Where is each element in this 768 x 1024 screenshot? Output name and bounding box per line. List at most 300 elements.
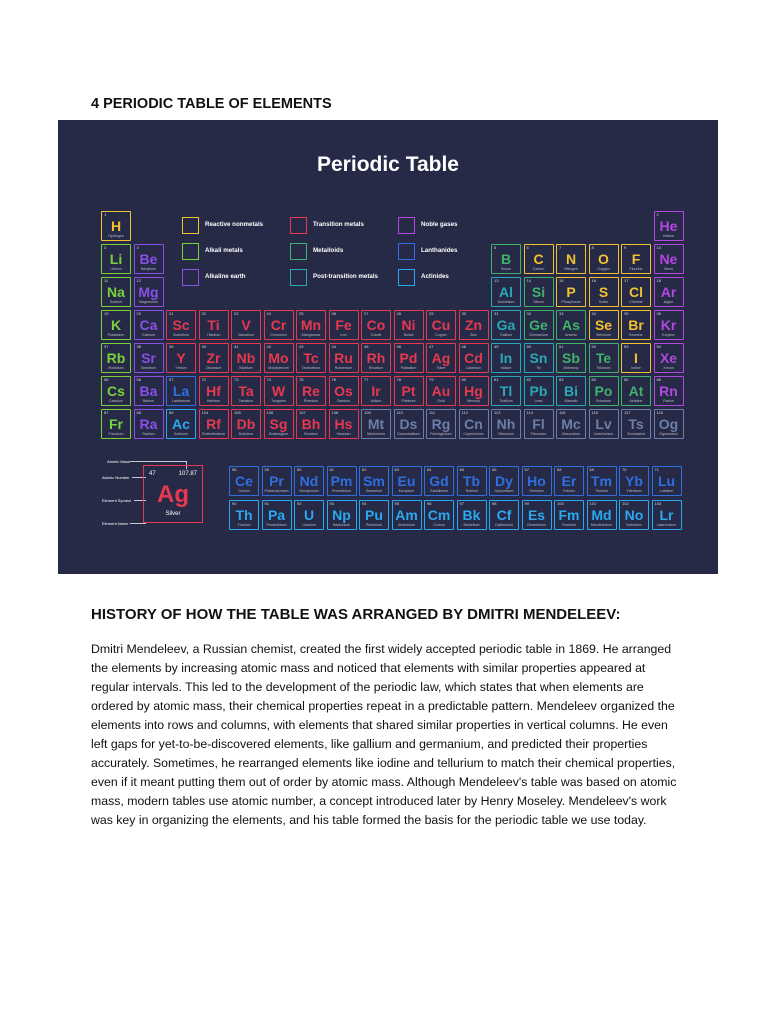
- atomic-number: 99: [524, 501, 529, 506]
- atomic-number: 95: [394, 501, 399, 506]
- element-name: Rubidium: [108, 366, 124, 370]
- element-cell-lv: [589, 409, 619, 439]
- element-symbol: Ti: [207, 317, 220, 333]
- atomic-number: 85: [624, 377, 629, 382]
- element-symbol: Al: [499, 284, 513, 300]
- element-name: Europium: [398, 489, 415, 493]
- atomic-number: 81: [494, 377, 499, 382]
- element-cell-sn: [524, 343, 554, 373]
- atomic-number: 97: [459, 501, 464, 506]
- atomic-number: 118: [656, 410, 663, 415]
- element-cell-fl: [524, 409, 554, 439]
- element-cell-sb: [556, 343, 586, 373]
- element-cell-md: [587, 500, 617, 530]
- element-name: Nitrogen: [564, 267, 578, 271]
- element-cell-bh: [296, 409, 326, 439]
- atomic-number: 82: [526, 377, 531, 382]
- atomic-number: 61: [329, 467, 334, 472]
- atomic-number: 9: [624, 245, 627, 250]
- element-symbol: Nd: [299, 473, 319, 489]
- element-name: Iodine: [631, 366, 641, 370]
- element-name: Caesium: [108, 399, 124, 403]
- element-cell-fe: [329, 310, 359, 340]
- atomic-number: 60: [297, 467, 302, 472]
- element-cell-ru: [329, 343, 359, 373]
- atomic-mass-pointer: [130, 461, 187, 462]
- element-name: Tennessine: [626, 432, 646, 436]
- element-cell-db: [231, 409, 261, 439]
- element-cell-re: [296, 376, 326, 406]
- atomic-number: 6: [526, 245, 529, 250]
- key-symbol: Ag: [157, 481, 189, 508]
- element-cell-rb: [101, 343, 131, 373]
- atomic-number: 33: [559, 311, 564, 316]
- atomic-number: 66: [492, 467, 497, 472]
- element-symbol: Lv: [595, 416, 612, 432]
- element-cell-pd: [394, 343, 424, 373]
- element-symbol: No: [624, 507, 644, 523]
- element-cell-pt: [394, 376, 424, 406]
- atomic-number: 108: [331, 410, 339, 415]
- atomic-number: 64: [427, 467, 432, 472]
- element-symbol: Pm: [330, 473, 353, 489]
- element-cell-cn: [459, 409, 489, 439]
- element-symbol: Ca: [139, 317, 158, 333]
- atomic-number: 69: [589, 467, 594, 472]
- element-symbol: I: [634, 350, 638, 366]
- atomic-number: 91: [264, 501, 269, 506]
- element-cell-rg: [426, 409, 456, 439]
- element-cell-rh: [361, 343, 391, 373]
- atomic-number: 4: [136, 245, 139, 250]
- element-cell-bi: [556, 376, 586, 406]
- atomic-number: 26: [331, 311, 336, 316]
- element-symbol: Yb: [625, 473, 643, 489]
- atomic-number: 18: [656, 278, 661, 283]
- element-symbol: Ge: [529, 317, 548, 333]
- atomic-number: 93: [329, 501, 334, 506]
- legend-label-ng: Noble gases: [421, 221, 458, 228]
- element-cell-cf: [489, 500, 519, 530]
- element-cell-nd: [294, 466, 324, 496]
- legend-swatch-am: [182, 243, 199, 260]
- element-symbol: Rf: [206, 416, 221, 432]
- element-symbol: Nb: [236, 350, 256, 366]
- atomic-number: 42: [266, 344, 271, 349]
- element-symbol: Nh: [496, 416, 516, 432]
- element-symbol: Tc: [303, 350, 319, 366]
- element-symbol: Li: [109, 251, 123, 267]
- element-symbol: Cf: [496, 507, 512, 523]
- legend-swatch-ae: [182, 269, 199, 286]
- element-name: Lithium: [110, 267, 122, 271]
- element-name: Iron: [340, 333, 347, 337]
- element-name: Curium: [433, 523, 445, 527]
- element-cell-co: [361, 310, 391, 340]
- element-symbol: Cm: [427, 507, 451, 523]
- atomic-number: 32: [526, 311, 531, 316]
- atomic-number: 28: [396, 311, 401, 316]
- atomic-number: 74: [266, 377, 271, 382]
- element-symbol: Rh: [366, 350, 386, 366]
- atomic-number: 1: [104, 212, 107, 217]
- element-symbol: Mc: [561, 416, 581, 432]
- element-symbol: Mn: [300, 317, 322, 333]
- element-name: Uranium: [302, 523, 316, 527]
- element-symbol: He: [659, 218, 678, 234]
- element-name: Phosphorus: [561, 300, 581, 304]
- atomic-number: 47: [429, 344, 434, 349]
- element-symbol: K: [110, 317, 122, 333]
- atomic-number: 5: [494, 245, 497, 250]
- element-name: Manganese: [301, 333, 321, 337]
- element-symbol: Bh: [301, 416, 321, 432]
- element-name: Krypton: [662, 333, 675, 337]
- element-name: Thulium: [595, 489, 608, 493]
- element-symbol: Og: [658, 416, 679, 432]
- element-symbol: Fe: [335, 317, 352, 333]
- element-name: Holmium: [529, 489, 544, 493]
- element-symbol: Lr: [659, 507, 674, 523]
- element-symbol: Ne: [659, 251, 678, 267]
- element-symbol: W: [271, 383, 286, 399]
- element-symbol: Fl: [532, 416, 545, 432]
- atomic-number: 116: [591, 410, 598, 415]
- element-name: Vanadium: [238, 333, 254, 337]
- atomic-number: 27: [364, 311, 369, 316]
- element-cell-au: [426, 376, 456, 406]
- element-cell-b: [491, 244, 521, 274]
- element-cell-mn: [296, 310, 326, 340]
- element-name: Copernicium: [463, 432, 484, 436]
- legend-swatch-tm: [290, 217, 307, 234]
- element-symbol: Au: [431, 383, 451, 399]
- element-name: Bohrium: [304, 432, 318, 436]
- element-name: Seaborgium: [268, 432, 289, 436]
- atomic-number: 90: [232, 501, 237, 506]
- legend-label-ae: Alkaline earth: [205, 273, 246, 280]
- atomic-number: 68: [557, 467, 562, 472]
- element-symbol: Y: [176, 350, 186, 366]
- element-symbol: Pt: [401, 383, 416, 399]
- legend-label-pt: Post-transition metals: [313, 273, 378, 280]
- element-symbol: B: [500, 251, 512, 267]
- atomic-number: 113: [494, 410, 501, 415]
- element-name: Technetium: [301, 366, 321, 370]
- element-cell-er: [554, 466, 584, 496]
- element-cell-bk: [457, 500, 487, 530]
- element-name: Neon: [664, 267, 673, 271]
- section-heading: 4 PERIODIC TABLE OF ELEMENTS: [91, 96, 332, 112]
- atomic-number: 77: [364, 377, 369, 382]
- element-symbol: Tm: [591, 473, 612, 489]
- element-cell-at: [621, 376, 651, 406]
- element-symbol: Fm: [558, 507, 580, 523]
- atomic-number: 101: [589, 501, 597, 506]
- atomic-number: 43: [299, 344, 304, 349]
- element-symbol: U: [303, 507, 315, 523]
- atomic-number: 2: [656, 212, 659, 217]
- element-cell-sc: [166, 310, 196, 340]
- element-cell-i: [621, 343, 651, 373]
- atomic-number: 24: [266, 311, 271, 316]
- element-name: Mercury: [467, 399, 480, 403]
- element-cell-br: [621, 310, 651, 340]
- element-name: Potassium: [107, 333, 125, 337]
- atomic-number: 78: [396, 377, 401, 382]
- element-cell-v: [231, 310, 261, 340]
- atomic-number: 103: [654, 501, 662, 506]
- atomic-number: 51: [559, 344, 564, 349]
- element-name: Tantalum: [238, 399, 254, 403]
- atomic-number: 10: [656, 245, 661, 250]
- element-symbol: Br: [628, 317, 644, 333]
- element-name: Francium: [108, 432, 124, 436]
- element-name: Chromium: [270, 333, 287, 337]
- element-cell-sg: [264, 409, 294, 439]
- element-cell-cr: [264, 310, 294, 340]
- element-symbol: Cn: [464, 416, 483, 432]
- legend-label-ac: Actinides: [421, 273, 449, 280]
- atomic-number: 76: [331, 377, 336, 382]
- element-name: Protactinium: [266, 523, 287, 527]
- atomic-number: 87: [104, 410, 109, 415]
- atomic-number: 39: [169, 344, 174, 349]
- element-cell-ca: [134, 310, 164, 340]
- element-name: Rhenium: [303, 399, 319, 403]
- atomic-number: 115: [559, 410, 566, 415]
- element-symbol: Kr: [660, 317, 677, 333]
- legend-swatch-pt: [290, 269, 307, 286]
- element-symbol: Pr: [269, 473, 284, 489]
- element-cell-ni: [394, 310, 424, 340]
- element-symbol: Mo: [268, 350, 289, 366]
- element-symbol: Pu: [365, 507, 383, 523]
- element-cell-ir: [361, 376, 391, 406]
- element-name: Strontium: [140, 366, 157, 370]
- element-cell-la: [166, 376, 196, 406]
- element-cell-pa: [262, 500, 292, 530]
- element-name: Iridium: [370, 399, 382, 403]
- element-cell-he: [654, 211, 684, 241]
- element-symbol: F: [631, 251, 641, 267]
- atomic-number: 55: [104, 377, 109, 382]
- element-name: Terbium: [465, 489, 478, 493]
- element-symbol: Sr: [141, 350, 156, 366]
- atomic-number: 41: [234, 344, 239, 349]
- element-name: Radon: [663, 399, 674, 403]
- element-name: Carbon: [532, 267, 545, 271]
- element-name: Scandium: [173, 333, 189, 337]
- element-cell-ge: [524, 310, 554, 340]
- element-cell-mc: [556, 409, 586, 439]
- periodic-table-image: [58, 120, 718, 574]
- element-cell-eu: [392, 466, 422, 496]
- atomic-number: 20: [136, 311, 141, 316]
- element-cell-cd: [459, 343, 489, 373]
- element-cell-mo: [264, 343, 294, 373]
- element-symbol: Md: [591, 507, 612, 523]
- element-name: Promethium: [331, 489, 352, 493]
- element-name: Magnesium: [139, 300, 158, 304]
- atomic-number: 13: [494, 278, 499, 283]
- atomic-number: 25: [299, 311, 304, 316]
- atomic-number: 79: [429, 377, 434, 382]
- element-cell-si: [524, 277, 554, 307]
- element-cell-sm: [359, 466, 389, 496]
- element-symbol: Ga: [496, 317, 516, 333]
- element-name: Flerovium: [530, 432, 547, 436]
- element-symbol: Na: [107, 284, 125, 300]
- atomic-number: 102: [622, 501, 629, 506]
- atomic-number: 57: [169, 377, 174, 382]
- atomic-number: 17: [624, 278, 629, 283]
- element-name: Indium: [500, 366, 512, 370]
- element-name: Lead: [534, 399, 543, 403]
- element-symbol: Cu: [431, 317, 451, 333]
- element-cell-f: [621, 244, 651, 274]
- element-symbol: Te: [595, 350, 612, 366]
- legend-label-md: Metalloids: [313, 247, 344, 254]
- element-name: Lanthanum: [172, 399, 190, 403]
- element-cell-mg: [134, 277, 164, 307]
- element-name: Copper: [435, 333, 447, 337]
- atomic-number: 53: [624, 344, 629, 349]
- element-cell-sr: [134, 343, 164, 373]
- element-name: Calcium: [142, 333, 155, 337]
- element-symbol: Ce: [235, 473, 253, 489]
- atomic-number: 117: [624, 410, 631, 415]
- element-name: Germanium: [529, 333, 548, 337]
- element-symbol: Ag: [431, 350, 451, 366]
- element-symbol: Sb: [562, 350, 580, 366]
- atomic-number: 21: [169, 311, 174, 316]
- element-name: Rhodium: [368, 366, 384, 370]
- legend-swatch-ac: [398, 269, 415, 286]
- element-cell-tm: [587, 466, 617, 496]
- element-cell-be: [134, 244, 164, 274]
- element-cell-kr: [654, 310, 684, 340]
- key-element-box: [143, 465, 203, 523]
- element-name: Niobium: [239, 366, 253, 370]
- element-symbol: Eu: [397, 473, 416, 489]
- element-cell-w: [264, 376, 294, 406]
- element-symbol: Ni: [401, 317, 416, 333]
- element-name: Mendelevium: [590, 523, 613, 527]
- legend-swatch-ng: [398, 217, 415, 234]
- atomic-number: 40: [201, 344, 206, 349]
- element-name: Fermium: [561, 523, 577, 527]
- element-symbol: In: [499, 350, 513, 366]
- element-symbol: Th: [235, 507, 253, 523]
- element-symbol: Tl: [499, 383, 513, 399]
- element-cell-es: [522, 500, 552, 530]
- element-cell-te: [589, 343, 619, 373]
- element-cell-ho: [522, 466, 552, 496]
- element-cell-hf: [199, 376, 229, 406]
- element-symbol-label: Element Symbol: [102, 498, 132, 503]
- atomic-number: 105: [234, 410, 241, 415]
- element-symbol: Ar: [660, 284, 677, 300]
- element-name: Yttrium: [175, 366, 187, 370]
- atomic-number: 86: [656, 377, 661, 382]
- element-name: Gold: [437, 399, 445, 403]
- element-cell-ar: [654, 277, 684, 307]
- atomic-number: 80: [461, 377, 466, 382]
- element-symbol: Ho: [527, 473, 546, 489]
- atomic-number: 111: [429, 410, 436, 415]
- atomic-number: 63: [394, 467, 399, 472]
- element-name: Erbium: [563, 489, 575, 493]
- atomic-number: 84: [591, 377, 596, 382]
- element-symbol: Gd: [429, 473, 449, 489]
- element-cell-ti: [199, 310, 229, 340]
- element-name: Barium: [142, 399, 155, 403]
- element-name: Radium: [142, 432, 155, 436]
- element-cell-h: [101, 211, 131, 241]
- element-symbol: Lu: [657, 473, 676, 489]
- atomic-number: 14: [526, 278, 531, 283]
- element-name: Roentgenium: [430, 432, 452, 436]
- element-symbol: V: [241, 317, 251, 333]
- atomic-number: 114: [526, 410, 533, 415]
- element-name: Zirconium: [205, 366, 222, 370]
- legend-label-tm: Transition metals: [313, 221, 364, 228]
- element-symbol: Rb: [106, 350, 126, 366]
- element-name: Sodium: [109, 300, 123, 304]
- element-name: Lutetium: [659, 489, 674, 493]
- element-name: Samarium: [365, 489, 383, 493]
- element-symbol: Fr: [109, 416, 123, 432]
- element-cell-ba: [134, 376, 164, 406]
- element-symbol: Xe: [659, 350, 678, 366]
- element-name: Zinc: [470, 333, 477, 337]
- element-cell-hs: [329, 409, 359, 439]
- element-name: Platinum: [401, 399, 416, 403]
- element-name: Plutonium: [366, 523, 382, 527]
- element-symbol: Se: [594, 317, 613, 333]
- atomic-number: 19: [104, 311, 109, 316]
- element-symbol: Sg: [269, 416, 288, 432]
- element-cell-pb: [524, 376, 554, 406]
- element-name: Thorium: [237, 523, 251, 527]
- atomic-number: 62: [362, 467, 367, 472]
- element-cell-po: [589, 376, 619, 406]
- legend-swatch-ln: [398, 243, 415, 260]
- element-cell-as: [556, 310, 586, 340]
- atomic-number: 83: [559, 377, 564, 382]
- element-symbol: Pa: [267, 507, 286, 523]
- atomic-number: 94: [362, 501, 367, 506]
- element-symbol: Es: [527, 507, 546, 523]
- element-cell-cs: [101, 376, 131, 406]
- element-cell-am: [392, 500, 422, 530]
- element-symbol: Ds: [399, 416, 418, 432]
- atomic-number: 15: [559, 278, 564, 283]
- element-symbol: Hf: [206, 383, 221, 399]
- element-cell-al: [491, 277, 521, 307]
- atomic-number: 50: [526, 344, 531, 349]
- element-symbol: Pb: [529, 383, 548, 399]
- element-name: Beryllium: [141, 267, 156, 271]
- element-cell-xe: [654, 343, 684, 373]
- atomic-number: 31: [494, 311, 499, 316]
- atomic-number: 88: [136, 410, 141, 415]
- element-cell-os: [329, 376, 359, 406]
- element-symbol: Hs: [334, 416, 353, 432]
- element-cell-cu: [426, 310, 456, 340]
- element-cell-gd: [424, 466, 454, 496]
